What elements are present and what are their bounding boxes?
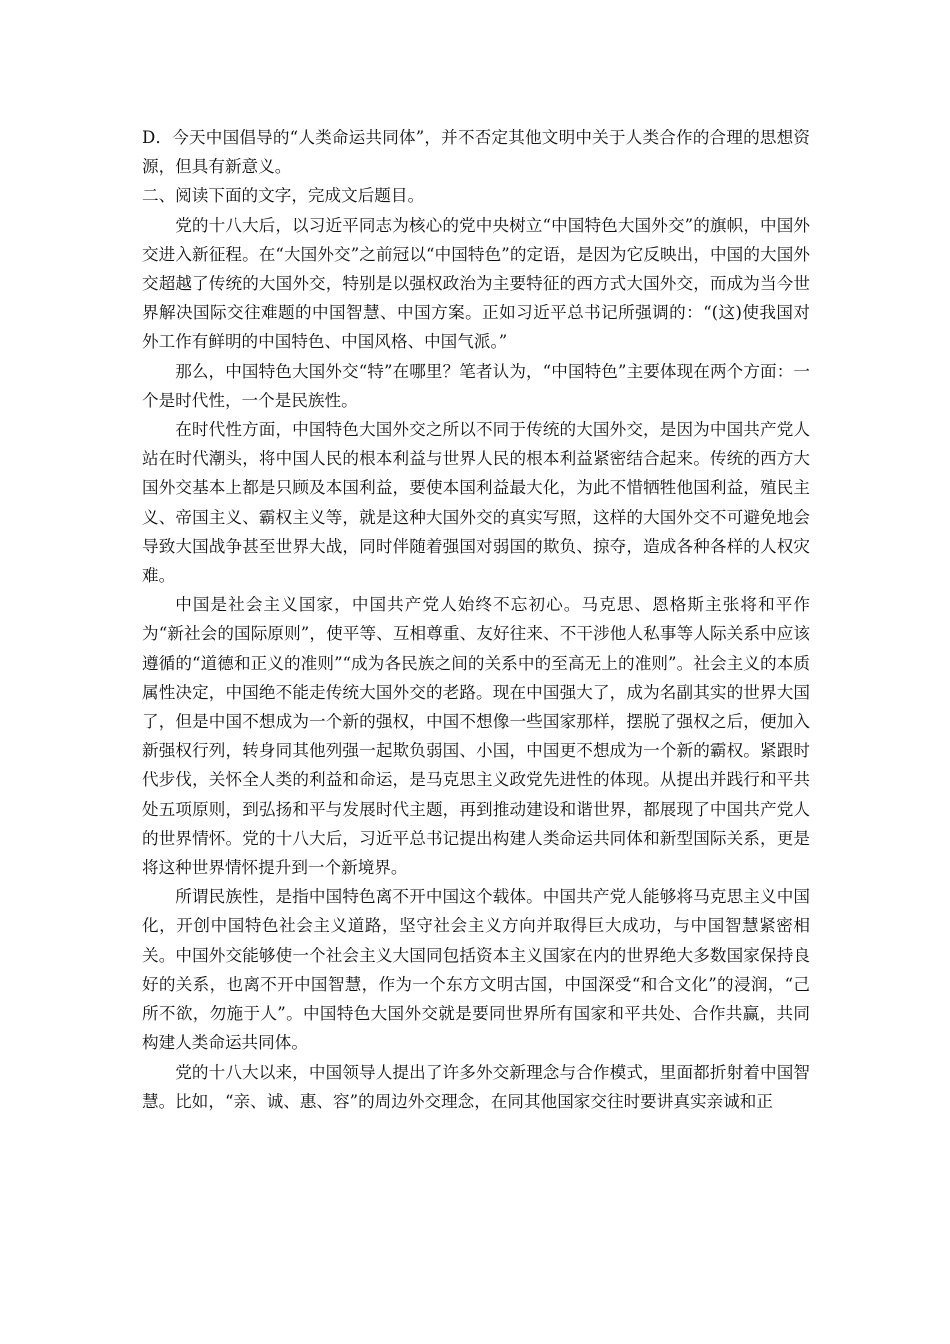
article-text [142, 123, 810, 1116]
paragraph-2: 那么，中国特色大国外交“特”在哪里？笔者认为，“中国特色”主要体现在两个方面：一个是时代性，一个是民族性。 [142, 361, 810, 410]
paragraph-5: 所谓民族性，是指中国特色离不开中国这个载体。中国共产党人能够将马克思主义中国化，开创中国特色社会主义道路，坚守社会主义方向并取得巨大成功，与中国智慧紧密相关。中国外交能够使一个社会主义大国同包括资本主义国家在内的世界绝大多数国家保持良好的关系，也离不开中国智慧，作为一个东方文明古国，中国深受“和合文化”的浸润，“己所不欲，勿施于人”。中国特色大国外交就是要同世界所有国家和平共处、合作共赢，共同构建人类命运共同体。 [142, 887, 810, 1053]
option-d: D．今天中国倡导的“人类命运共同体”，并不否定其他文明中关于人类合作的合理的思想资源，但具有新意义。 [142, 128, 810, 177]
section-heading: 二、阅读下面的文字，完成文后题目。 [142, 186, 425, 206]
paragraph-4: 中国是社会主义国家，中国共产党人始终不忘初心。马克思、恩格斯主张将和平作为“新社会的国际原则”，使平等、互相尊重、友好往来、不干涉他人私事等人际关系中应该遵循的“道德和正义的准则”“成为各民族之间的关系中的至高无上的准则”。社会主义的本质属性决定，中国绝不能走传统大国外交的老路。现在中国强大了，成为名副其实的世界大国了，但是中国不想成为一个新的强权，中国不想像一些国家那样，摆脱了强权之后，便加入新强权行列，转身同其他列强一起欺负弱国、小国，中国更不想成为一个新的霸权。紧跟时代步伐，关怀全人类的利益和命运，是马克思主义政党先进性的体现。从提出并践行和平共处五项原则，到弘扬和平与发展时代主题，再到推动建设和谐世界，都展现了中国共产党人的世界情怀。党的十八大后，习近平总书记提出构建人类命运共同体和新型国际关系，更是将这种世界情怀提升到一个新境界。 [142, 595, 810, 878]
paragraph-6: 党的十八大以来，中国领导人提出了许多外交新理念与合作模式，里面都折射着中国智慧。比如，“亲、诚、惠、容”的周边外交理念，在同其他国家交往时要讲真实亲诚和正 [142, 1062, 810, 1111]
paragraph-1: 党的十八大后，以习近平同志为核心的党中央树立“中国特色大国外交”的旗帜，中国外交进入新征程。在“大国外交”之前冠以“中国特色”的定语，是因为它反映出，中国的大国外交超越了传统的大国外交，特别是以强权政治为主要特征的西方式大国外交，而成为当今世界解决国际交往难题的中国智慧、中国方案。正如习近平总书记所强调的：“(这)使我国对外工作有鲜明的中国特色、中国风格、中国气派。” [142, 215, 810, 352]
paragraph-3: 在时代性方面，中国特色大国外交之所以不同于传统的大国外交，是因为中国共产党人站在时代潮头，将中国人民的根本利益与世界人民的根本利益紧密结合起来。传统的西方大国外交基本上都是只顾及本国利益，要使本国利益最大化，为此不惜牺牲他国利益，殖民主义、帝国主义、霸权主义等，就是这种大国外交的真实写照，这样的大国外交不可避免地会导致大国战争甚至世界大战，同时伴随着强国对弱国的欺负、掠夺，造成各种各样的人权灾难。 [142, 420, 810, 586]
